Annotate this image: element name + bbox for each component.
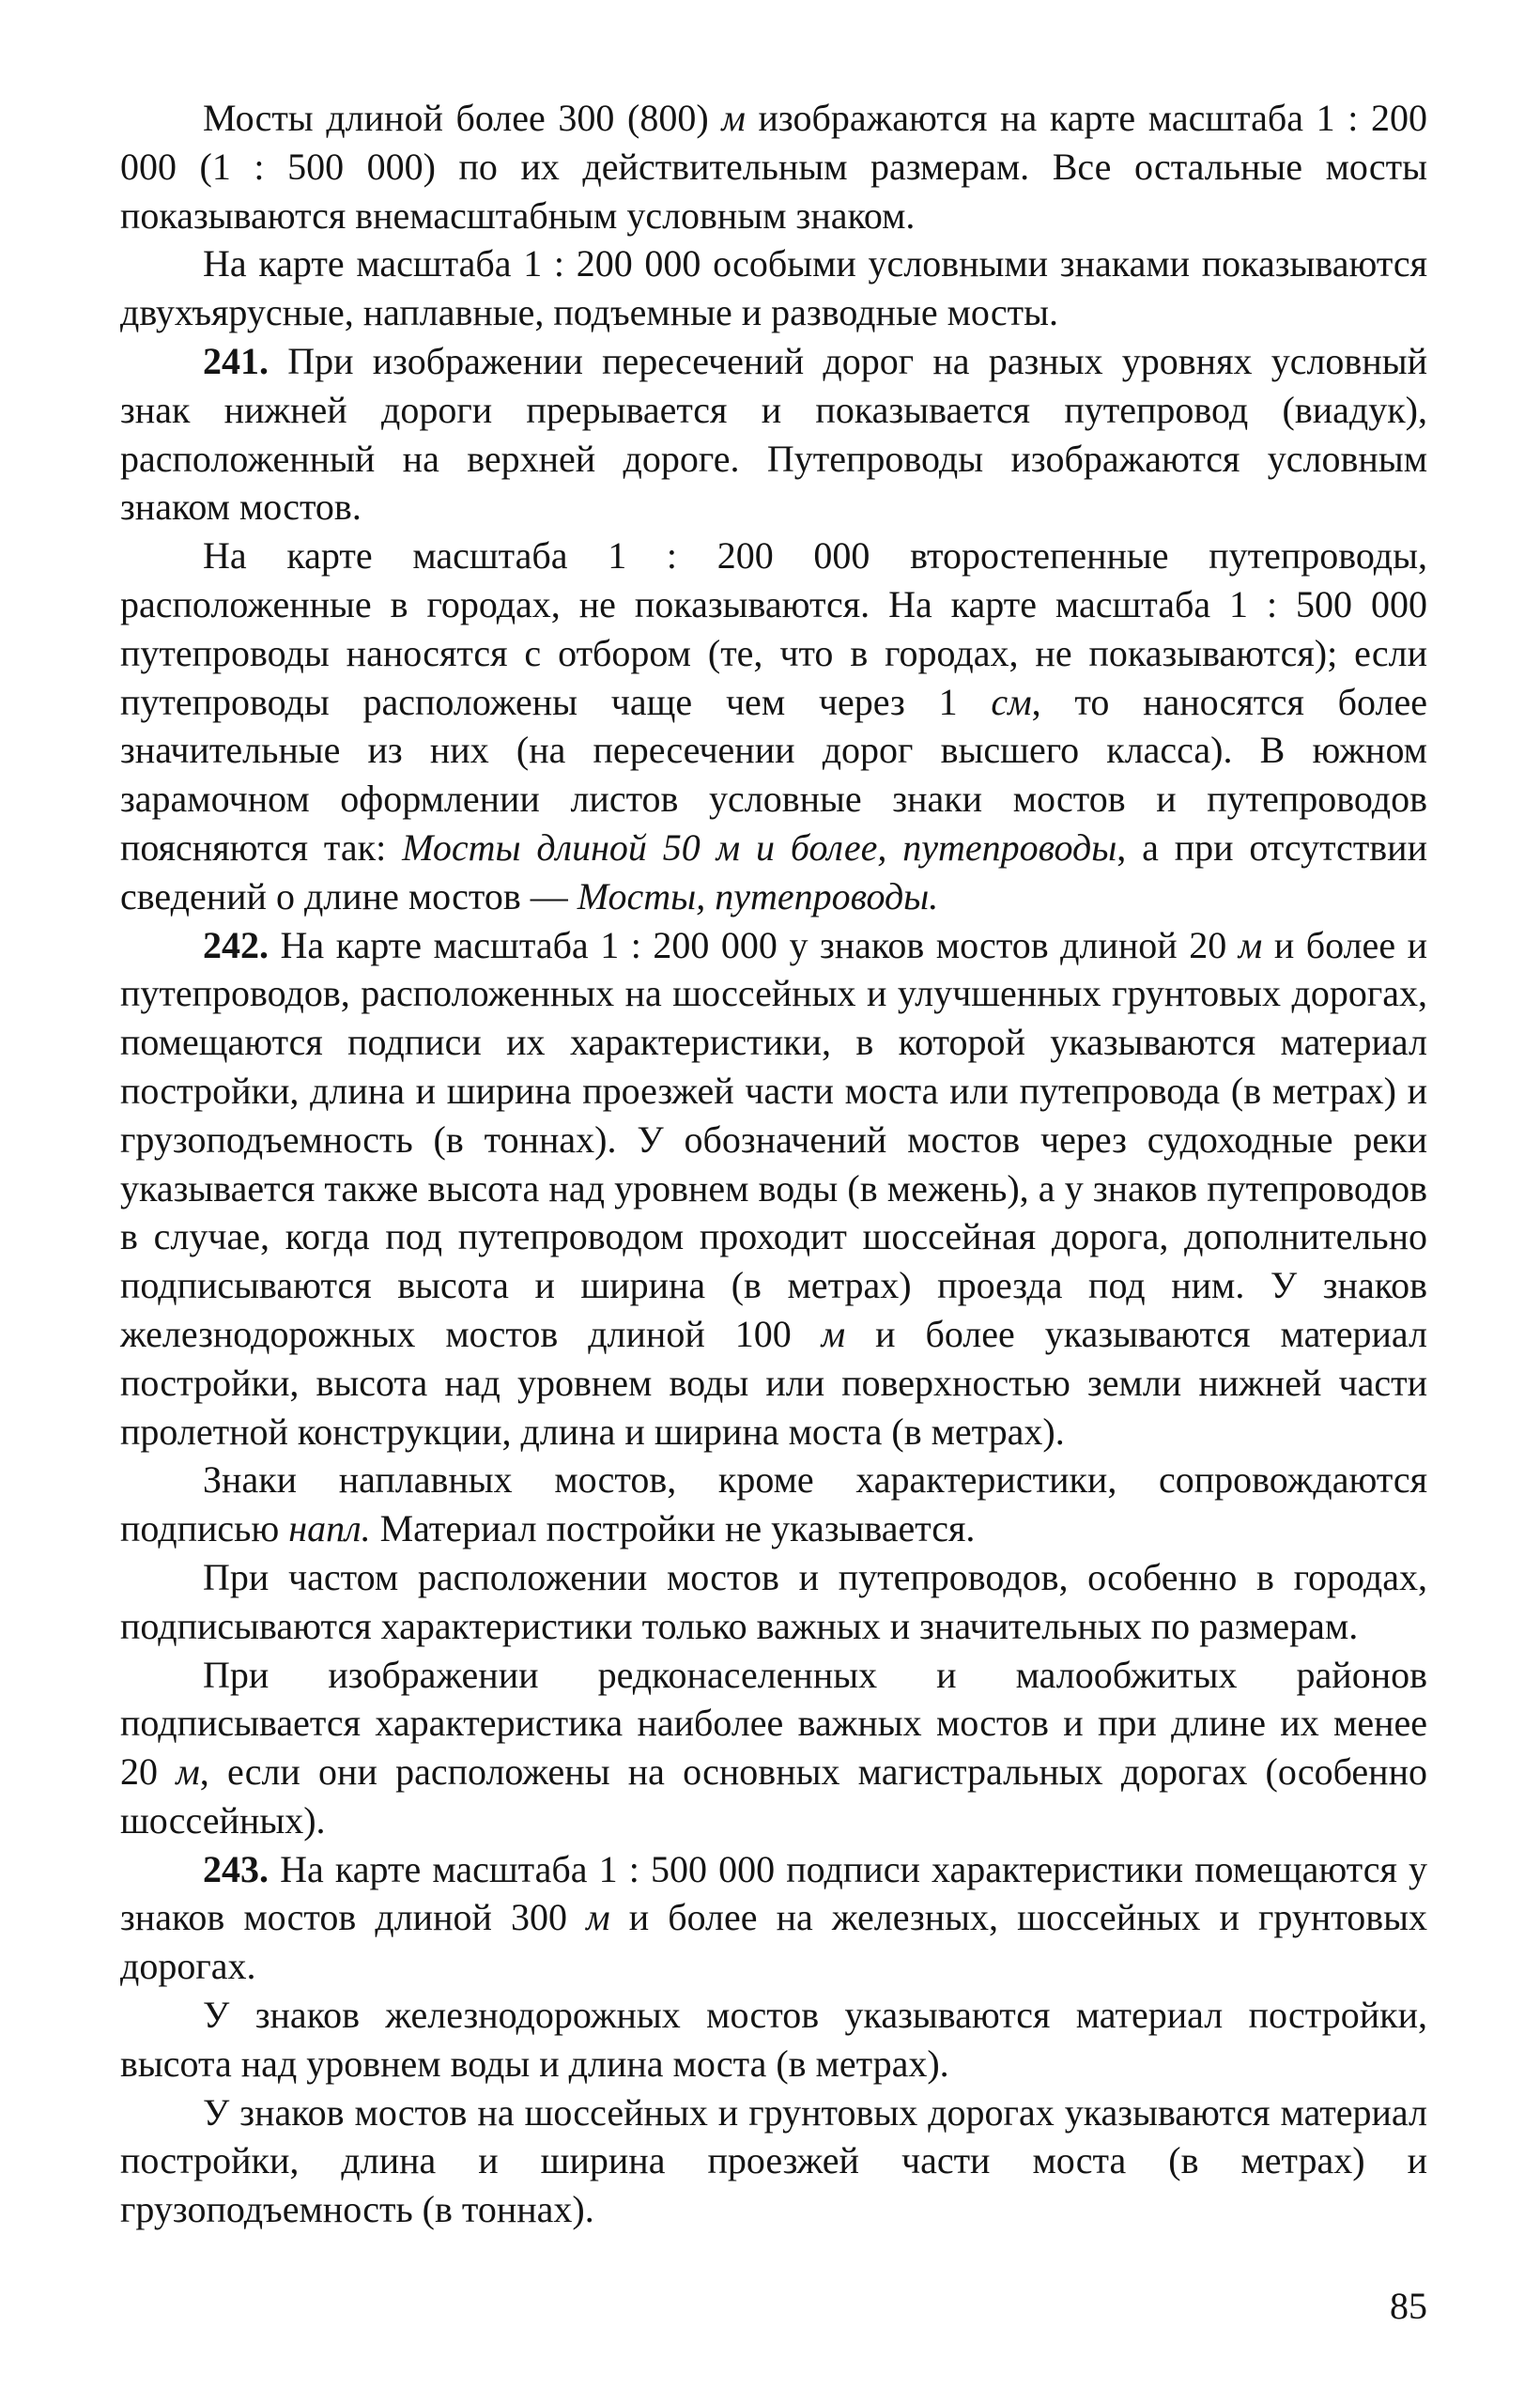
text-run: , а при отсутствии сведений о длине мостов —: [120, 825, 1427, 917]
paragraph-section-241: [120, 337, 1427, 532]
paragraph-section-243: [120, 1845, 1427, 1991]
paragraph-sparse-regions: [120, 1651, 1427, 1845]
legend-caption-italic: Мосты, путепроводы.: [577, 874, 939, 917]
paragraph-bridges-scale: [120, 94, 1427, 239]
paragraph-railway-bridges: [120, 1991, 1427, 2088]
text-run: При изображении редконаселенных и малообжитых районов подписывается характеристика наиболее важных мостов и при длине их менее 20: [120, 1653, 1427, 1794]
unit-italic: м: [586, 1896, 610, 1939]
text-run: Материал постройки не указывается.: [370, 1507, 976, 1550]
text-run: На карте масштаба 1 : 200 000 у знаков мостов длиной 20: [269, 923, 1239, 966]
text-run: Знаки наплавных мостов, кроме характеристики, сопровождаются подписью: [120, 1458, 1427, 1550]
text-run: и более на железных, шоссейных и грунтовых дорогах.: [120, 1896, 1427, 1988]
text-run: На карте масштаба 1 : 200 000 особыми условными знаками показываются двухъярусные, наплавные, подъемные и разводные мосты.: [120, 242, 1427, 334]
text-run: , если они расположены на основных магистральных дорогах (особенно шоссейных).: [120, 1750, 1427, 1842]
text-run: У знаков мостов на шоссейных и грунтовых дорогах указываются материал постройки, длина и ширина проезжей части моста (в метрах) и грузоподъемность (в тоннах).: [120, 2090, 1427, 2231]
paragraph-overpasses: [120, 532, 1427, 920]
unit-italic: м: [721, 97, 746, 139]
unit-italic: м: [176, 1750, 200, 1794]
section-number: 242.: [203, 923, 269, 966]
text-run: На карте масштаба 1 : 500 000 подписи характеристики помещаются у знаков мостов длиной 300: [120, 1847, 1427, 1939]
text-run: и более указываются материал постройки, высота над уровнем воды или поверхностью земли нижней части пролетной конструкции, длина и ширина моста (в метрах).: [120, 1312, 1427, 1453]
page-number: 85: [1390, 2285, 1427, 2327]
paragraph-special-bridges: [120, 239, 1427, 337]
text-run: При изображении пересечений дорог на разных уровнях условный знак нижней дороги прерывается и показывается путепровод (виадук), расположенный на верхней дороге. Путепроводы изображаются условным знаком мостов.: [120, 339, 1427, 529]
legend-caption-italic: Мосты длиной 50 м и более, путепроводы: [402, 825, 1117, 869]
unit-italic: м: [821, 1312, 846, 1355]
paragraph-section-242: [120, 921, 1427, 1457]
text-run: , то наносятся более значительные из них (на пересечении дорог высшего класса). В южном зарамочном оформлении листов условные знаки мостов и путепроводов поясняются так:: [120, 680, 1427, 869]
unit-italic: м: [1238, 923, 1263, 966]
text-run: На карте масштаба 1 : 200 000 второстепенные путепроводы, расположенные в городах, не показываются. На карте масштаба 1 : 500 000 путепроводы наносятся с отбором (те, что в городах, не показываются); если путепроводы расположены чаще чем через 1: [120, 534, 1427, 723]
paragraph-frequent-bridges: [120, 1553, 1427, 1651]
paragraph-pontoon-bridges: [120, 1456, 1427, 1553]
text-run: У знаков железнодорожных мостов указываются материал постройки, высота над уровнем воды и длина моста (в метрах).: [120, 1994, 1427, 2085]
text-run: Мосты длиной более 300 (800): [203, 97, 722, 139]
section-number: 241.: [203, 339, 269, 382]
text-run: и более и путепроводов, расположенных на шоссейных и улучшенных грунтовых дорогах, помещаются подписи их характеристики, в которой указываются материал постройки, длина и ширина проезжей части моста или путепровода (в метрах) и грузоподъемность (в тоннах). У обозначений мостов через судоходные реки указывается также высота над уровнем воды (в межень), а у знаков путепроводов в случае, когда под путепроводом проходит шоссейная дорога, дополнительно подписываются высота и ширина (в метрах) проезда под ним. У знаков железнодорожных мостов длиной 100: [120, 923, 1428, 1355]
page-body: [120, 94, 1427, 2329]
text-run: При частом расположении мостов и путепроводов, особенно в городах, подписываются характеристики только важных и значительных по размерам.: [120, 1555, 1427, 1647]
paragraph-road-bridges: [120, 2088, 1427, 2234]
unit-italic: см: [991, 680, 1032, 723]
text-run: изображаются на карте масштаба 1 : 200 000 (1 : 500 000) по их действительным размерам. Все остальные мосты показываются внемасштабным условным знаком.: [120, 97, 1427, 237]
section-number: 243.: [203, 1847, 269, 1890]
label-italic: напл.: [288, 1507, 371, 1550]
